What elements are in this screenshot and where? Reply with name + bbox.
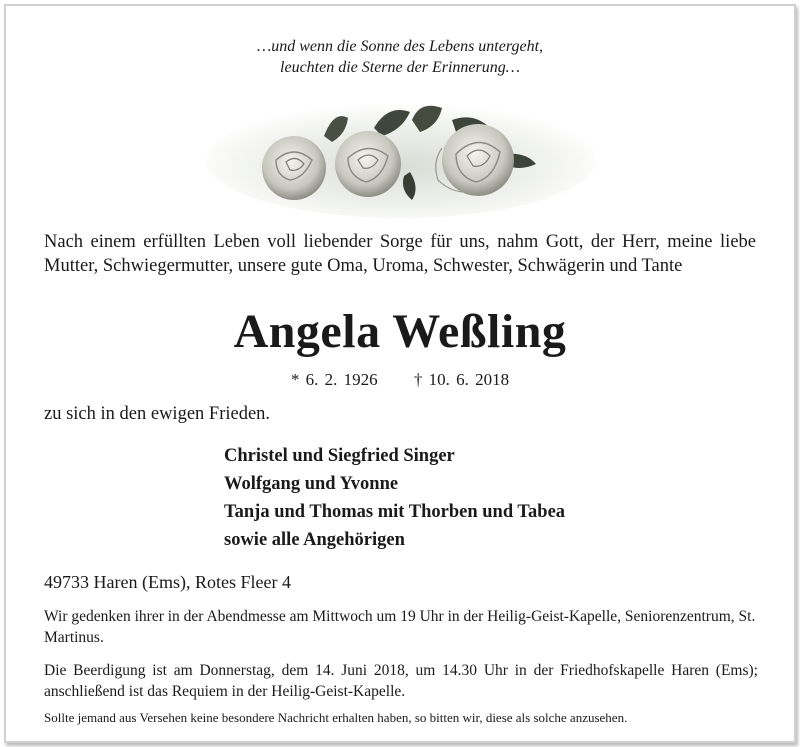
address: 49733 Haren (Ems), Rotes Fleer 4 (44, 572, 291, 592)
closing-phrase: zu sich in den ewigen Frieden. (44, 404, 271, 424)
mass-notice: Wir gedenken ihrer in der Abendmesse am Mittwoch um 19 Uhr in der Heilig-Geist-Kapelle, Seniorenzentrum, St. Martinus. (44, 608, 756, 646)
quote-line-1: …und wenn die Sonne des Lebens untergeht, (256, 38, 544, 55)
mourner-line: Christel und Siegfried Singer (224, 446, 455, 466)
intro-text: Nach einem erfüllten Leben voll liebender Sorge für uns, nahm Gott, der Herr, meine liebe Mutter, Schwiegermutter, unsere gute Oma, Uroma, Schwester, Schwägerin und Tante (44, 232, 756, 276)
obituary-notice (4, 4, 796, 743)
mourner-line: Wolfgang und Yvonne (224, 474, 399, 494)
mourner-line: Tanja und Thomas mit Thorben und Tabea (224, 502, 566, 522)
death-date: † 10. 6. 2018 (413, 370, 510, 389)
epigraph-quote (6, 36, 794, 78)
footnote: Sollte jemand aus Versehen keine besondere Nachricht erhalten haben, so bitten wir, diese als solche anzusehen. (44, 710, 628, 725)
mourner-line: sowie alle Angehörigen (224, 530, 405, 550)
life-dates (6, 370, 794, 390)
funeral-notice: Die Beerdigung ist am Donnerstag, dem 14. Juni 2018, um 14.30 Uhr in der Friedhofskapelle Haren (Ems); anschließend ist das Requiem in der Heilig-Geist-Kapelle. (44, 662, 758, 700)
birth-date: * 6. 2. 1926 (290, 370, 378, 389)
mourners-list (224, 442, 565, 554)
deceased-name: Angela Weßling (233, 305, 567, 358)
roses-image (206, 98, 596, 218)
quote-line-2: leuchten die Sterne der Erinnerung… (280, 59, 520, 76)
